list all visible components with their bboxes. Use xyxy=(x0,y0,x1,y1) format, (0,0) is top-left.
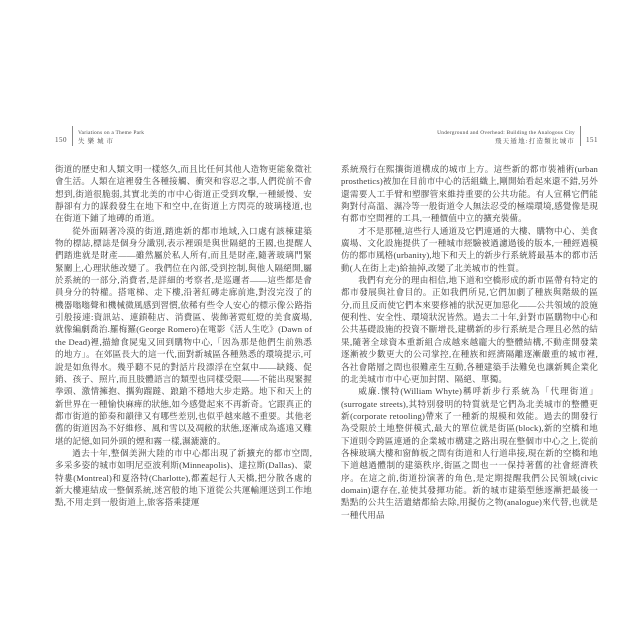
right-page-number: 151 xyxy=(586,136,598,144)
left-page xyxy=(55,126,312,509)
body-paragraph: 街道的歷史和人類文明一樣悠久,而且比任何其他人造物更能象徵社會生活。人類在這裡發生各種接觸、衝突和容忍之事,人們從前不會想到,街道很脆弱,其實北美的市中心街道正受到攻擊,一種緩慢、安靜卻有力的謀殺發生在地下和空中,在街道上方閃亮的玻璃棧道,也在街道下鋪了地磚的甬道。 xyxy=(55,164,312,224)
right-running-head-titles xyxy=(437,126,575,146)
left-running-head xyxy=(55,126,312,146)
body-paragraph: 系統飛行在熙攘街道構成的城市上方。這些新的都市裝補術(urban prosthetics)被加在目前市中心的活組織上,剛開始看起來還不錯,另外還需要人工手臂和塑膠管來維持重要的公共功能。有人宣稱它們能夠對付高溫、濕冷等一般街道令人無法忍受的極端環境,感覺像是現有都市空間裡的工具,一種價值中立的擴充裝備。 xyxy=(341,164,598,224)
book-title-chinese: 失樂城市 xyxy=(78,137,116,145)
chapter-title-english: Underground and Overhead: Building the Analogous City xyxy=(437,130,575,136)
body-paragraph: 過去十年,整個美洲大陸的市中心都出現了新擴充的都市空間,多采多姿的城市如明尼亞波利斯(Minneapolis)、達拉斯(Dallas)、蒙特婁(Montreal)和夏洛特(Charlotte),都蓋起行人天橋,把分散各處的新大樓連結成一整個系統,迷宮般的地下道從公共運輸運送到工作地點,不用走到一般街道上,旅客搭乘捷運 xyxy=(55,447,312,508)
body-paragraph: 才不是那種,這些行人通道及它們連通的大樓、購物中心、美食廣場、文化設施提供了一種城市經驗被過濾過後的版本,一種經過模仿的都市風格(urbanity),地下和天上的新步行系統將最基本的都市活動(人在街上走)給抽掉,改變了北美城市的性質。 xyxy=(341,225,598,273)
left-page-body xyxy=(55,163,312,509)
header-divider xyxy=(580,126,581,146)
body-paragraph: 我們有充分的理由相信,地下道和空橋形成的新市區帶有特定的都市發展與社會目的。正如我們所見,它們加劇了種族與階級的區分,而且反而使它們本來要修補的狀況更加惡化——公共領域的設施便利性、安全性、環境狀況皆然。過去二十年,針對市區購物中心和公共基礎設施的投資不斷增長,建構新的步行系統是合理且必然的結果,隨著全球資本重新組合成越來越龐大的整體結構,不動產開發業逐漸被少數更大的公司掌控,在種族和經濟隔離逐漸嚴重的城市裡,各社會階層之間也很難產生互動,各種建築手法難免也讓新興企業化的北美城市市中心更加封閉、隔絕、單獨。 xyxy=(341,275,598,384)
right-page-body xyxy=(341,163,598,521)
left-running-head-titles xyxy=(78,126,144,146)
chapter-title-chinese: 飛天遁地:打造類比城市 xyxy=(494,137,575,145)
body-paragraph: 威廉.懷特(William Whyte)稱呼新步行系統為「代理街道」(surrogate streets),其特別發明的特質就是它們為北美城市的整體更新(corporate retooling)帶來了一種新的規模和效能。過去的開發行為受限於土地整併模式,最大的單位就是街區(block),新的空橋和地下道則令跨區連通的企業城市構建之路出現在整個市中心之上,從前各棟玻璃大樓和窗飾板之間有街道和人行道串接,現在新的空橋和地下道越過體制的建築秩序,街區之間也一一保持著舊的社會經濟秩序。在這之前,街道扮演著的角色,是定期提醒我們公民領域(civic domain)還存在,並使其發揮功能。新的城市建築型態逐漸把最後一點點的公共生活遺緒都給去除,用擬仿之物(analogue)來代替,也就是一種代用品 xyxy=(341,386,598,520)
left-page-number: 150 xyxy=(55,136,67,144)
right-page xyxy=(341,126,598,521)
body-paragraph: 從外面隔著冷漠的街道,踏進新的都市地域,入口處有該棟建築物的標誌,標誌是個身分識別,表示裡頭是與世隔絕的王國,也提醒人們踏進就是財產——雖然屬於私人所有,而且是財產,隨著玻璃門緊緊關上,心理狀態改變了。我們位在內部,受到控制,與他人隔絕開,屬於系統的一部分,消費者,是詳細的考察者,是巡邏者——這些都是會員身分的特權。搭電梯、走下樓,沿著紅磚走廊前進,對沒完沒了的機器嗡嗡聲和機械微風感到習慣,依稀有些令人安心的標示像公路指引般接連:資訊站、連鎖鞋店、消費區、裝飾著霓虹燈的美食廣場,就像編劇喬治.羅梅羅(George Romero)在電影《活人生吃》(Dawn of the Dead)裡,描繪食屍鬼又回到購物中心,「因為那是他們生前熟悉的地方」。在郊區長大的這一代,面對新城區各種熟悉的環境提示,可說是如魚得水。幾乎聽不見的對話片段漂浮在空氣中——缺錢、促銷、孩子、照片,而且肢體語言的類型也同樣受限——不能出現緊握拳頭、激情擁抱、攜狗蹓躂、踉蹌不穩地大步走路。地下和天上的新世界在一種愉快麻痺的狀態,如今感覺起來不再新奇。它跟真正的都市街道的節奏和韻律又有哪些差別,也似乎越來越不重要。其他老舊的街道因為不好維修、風和雪以及凋敝的狀態,逐漸成為遙遠又難堪的記憶,如同外頭的煙和霧一樣,濕漉漉的。 xyxy=(55,225,312,446)
right-running-head xyxy=(341,126,598,146)
book-title-english: Variations on a Theme Park xyxy=(78,130,145,136)
header-divider xyxy=(72,126,73,146)
